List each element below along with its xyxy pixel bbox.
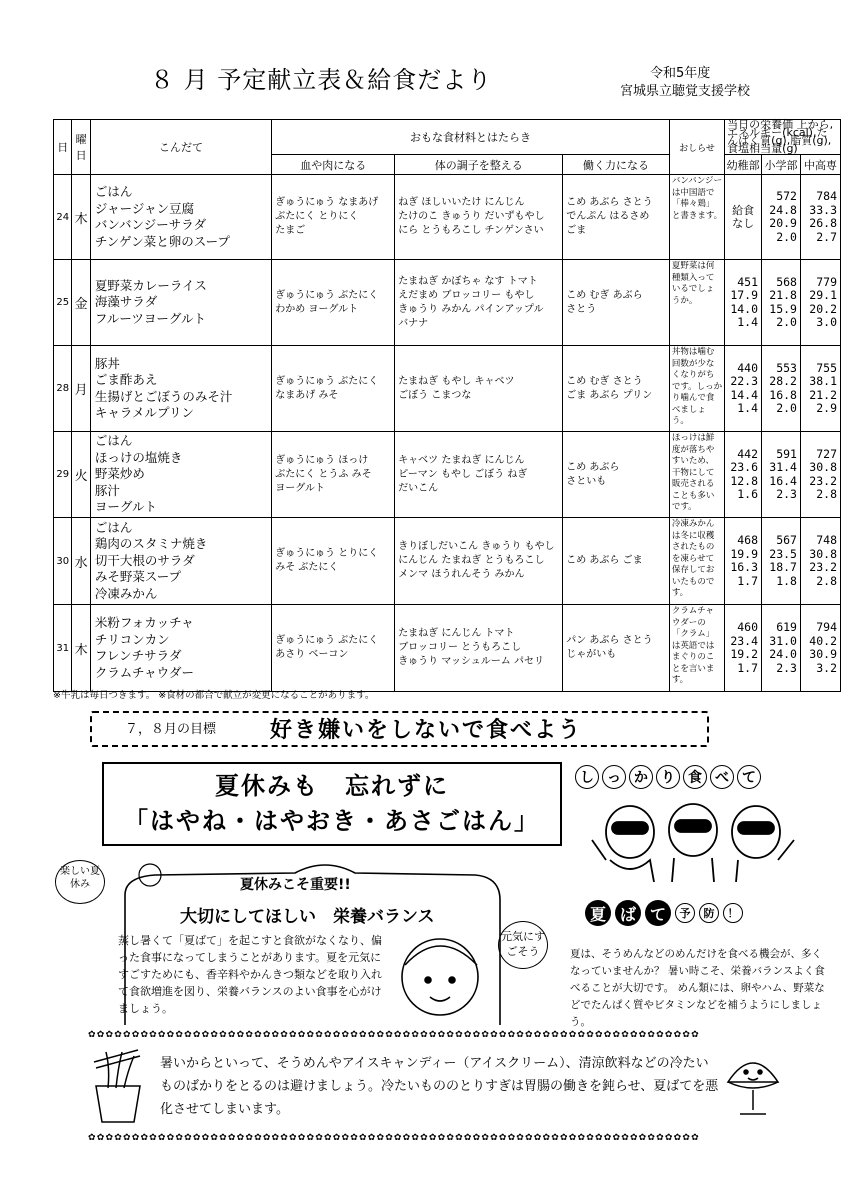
kinder-cell	[725, 432, 762, 518]
ingredient-line: たまねぎ にんじん トマト	[398, 628, 515, 639]
kinder-cell	[725, 260, 762, 346]
dish-name: チンゲン菜と卵のスープ	[94, 233, 231, 249]
menu-row	[54, 605, 841, 692]
dish-name: みそ野菜スープ	[94, 569, 182, 585]
ingredient-line: こめ あぶら さとう	[566, 197, 653, 208]
dish-name: フレンチサラダ	[94, 648, 182, 663]
school-name: 宮城県立聴覚支援学校	[620, 84, 751, 99]
ingredient-line: ごま	[566, 225, 587, 236]
dish-name: 夏野菜カレーライス	[94, 277, 207, 293]
nutrition-value: 33.3	[809, 202, 837, 217]
weekday: 木	[74, 642, 88, 658]
dish-name: 豚汁	[94, 482, 120, 498]
char-circle: ！	[723, 903, 743, 923]
header-note: おしらせ	[669, 120, 724, 175]
child-wiping-sweat-illustration	[385, 925, 500, 1025]
menu-cell	[90, 518, 271, 605]
nutrition-value: 619	[776, 620, 797, 634]
day-cell	[54, 605, 72, 692]
natsubate-yobou-title	[585, 900, 743, 926]
nutrition-value: 591	[776, 446, 797, 461]
nutrition-value: 23.2	[809, 473, 837, 488]
summer-line-2: 「はやね・はやおき・あさごはん」	[124, 807, 540, 835]
nutrition-value: 2.8	[816, 487, 837, 501]
ingredient-line: メンマ ほうれんそう みかん	[398, 569, 525, 580]
nutrition-value: 440	[737, 360, 759, 375]
nutrition-value: 1.4	[737, 315, 759, 329]
weekday: 月	[74, 383, 88, 398]
day-number: 25	[56, 297, 70, 308]
dish-name: ジャージャン豆腐	[94, 200, 195, 216]
elem-cell	[762, 605, 801, 692]
tanoshii-natsuyasumi-badge: 楽しい夏休み	[55, 860, 105, 904]
kinder-cell	[725, 175, 762, 260]
nutrition-value: 784	[816, 189, 837, 203]
nutrition-value: 3.2	[816, 660, 837, 675]
nutrition-value: 468	[737, 533, 759, 547]
nutrition-value: 40.2	[809, 633, 837, 648]
nutrition-value: 2.3	[776, 487, 797, 501]
page-title: ８ 月 予定献立表＆給食だより	[150, 66, 493, 94]
ingredient-line: ねぎ ほしいいたけ にんじん	[398, 197, 525, 208]
nutrition-value: 2.9	[816, 401, 837, 415]
nutrition-value: 2.0	[776, 315, 797, 329]
bubble-subheading: 大切にしてほしい 栄養バランス	[180, 907, 435, 927]
weekday-cell	[72, 260, 90, 346]
energy-cell	[563, 175, 670, 260]
nutrition-value: 23.2	[809, 560, 837, 574]
ingredient-line: きゅうり マッシュルーム パセリ	[398, 656, 544, 667]
weekday-cell	[72, 605, 90, 692]
nutrition-value: 21.8	[769, 288, 797, 302]
kinder-cell	[725, 518, 762, 605]
header-elem: 小学部	[762, 155, 801, 175]
nutrition-value: 748	[816, 533, 837, 547]
energy-cell	[563, 432, 670, 518]
nutrition-value: 2.7	[816, 229, 837, 244]
ingredient-line: ぎゅうにゅう ほっけ	[275, 454, 369, 466]
superhero-vegetables-illustration	[588, 800, 798, 882]
dish-name: 鶏肉のスタミナ焼き	[94, 536, 208, 552]
blood-cell	[272, 175, 395, 260]
weekday-cell	[72, 432, 90, 518]
ingredient-line: きゅうり みかん パインアップル	[398, 303, 544, 315]
menu-row	[54, 175, 841, 260]
elem-cell	[762, 175, 801, 260]
nutrition-value: 2.0	[776, 229, 797, 244]
char-circle: て	[737, 765, 761, 789]
nutrition-value: 20.2	[809, 301, 837, 316]
menu-cell	[90, 260, 271, 346]
nutrition-value: 16.8	[769, 387, 797, 402]
dish-name: クラムチャウダー	[94, 664, 195, 680]
body-cell	[395, 605, 563, 692]
ingredient-line: みそ ぶたにく	[275, 562, 339, 573]
note-text: クラムチャウダーの「クラム」は英語ではまぐりのことを言います。	[671, 606, 715, 685]
char-circle: し	[575, 765, 599, 789]
day-number: 31	[56, 642, 70, 654]
nutrition-value: 18.7	[769, 560, 797, 574]
nutrition-value: 29.1	[809, 288, 837, 302]
dish-name: 冷凍みかん	[94, 585, 158, 601]
dish-name: チリコンカン	[94, 631, 170, 647]
ingredient-line: わかめ ヨーグルト	[275, 303, 359, 315]
dish-name: キャラメルプリン	[94, 405, 195, 420]
ingredient-line: さといも	[566, 475, 607, 487]
ingredient-line: たまねぎ かぼちゃ なす トマト	[398, 275, 538, 287]
nutrition-value: 17.9	[730, 288, 759, 302]
bubble-heading: 夏休みこそ重要!!	[240, 877, 351, 893]
weekday: 火	[74, 469, 88, 484]
header-ingredients: おもな食材料とはたらき	[272, 120, 670, 155]
ingredient-line: じゃがいも	[566, 649, 617, 660]
dish-name: フルーツヨーグルト	[94, 310, 207, 326]
nutrition-value: 568	[776, 274, 797, 289]
note-text: 夏野菜は何種類入っているでしょうか。	[671, 261, 715, 306]
nutrition-value: 779	[816, 274, 837, 289]
nutrition-value: 23.4	[730, 633, 759, 648]
body-cell	[395, 260, 563, 346]
nutrition-value: 23.5	[769, 546, 797, 561]
ingredient-line: こめ むぎ あぶら	[566, 289, 643, 301]
ingredient-line: ぎゅうにゅう なまあげ	[275, 197, 379, 208]
body-cell	[395, 346, 563, 432]
header-nutrition: 当日の栄養価 上から,エネルギー(kcal),たんぱく質(g),脂質(g),食塩相当量(g)	[725, 120, 841, 155]
dish-name: バンバンジーサラダ	[94, 217, 207, 232]
note-cell	[669, 260, 724, 346]
kinder-cell	[725, 605, 762, 692]
ingredient-line: パン あぶら さとう	[566, 635, 653, 646]
nutrition-value: 給食	[732, 203, 755, 217]
menu-row	[54, 518, 841, 605]
char-circle: り	[656, 765, 680, 789]
dish-name: 海藻サラダ	[94, 294, 158, 310]
dish-name: ごはん	[94, 433, 133, 449]
menu-row	[54, 260, 841, 346]
ingredient-line: ぎゅうにゅう ぶたにく	[275, 289, 379, 301]
blood-cell	[272, 605, 395, 692]
header-blood: 血や肉になる	[272, 155, 395, 175]
high-cell	[800, 518, 840, 605]
nutrition-value: 442	[737, 446, 759, 461]
nutrition-value: 16.4	[769, 473, 797, 488]
menu-cell	[90, 605, 271, 692]
flower-divider: ✿✿✿✿✿✿✿✿✿✿✿✿✿✿✿✿✿✿✿✿✿✿✿✿✿✿✿✿✿✿✿✿✿✿✿✿✿✿✿✿✿✿✿✿✿✿✿✿✿✿✿✿✿✿✿✿✿✿✿✿✿✿✿✿✿✿✿✿✿✿	[88, 1133, 700, 1143]
ingredient-line: たまねぎ もやし キャベツ	[398, 375, 515, 387]
ingredient-line: たまご	[275, 225, 306, 236]
blood-cell	[272, 432, 395, 518]
nutrition-value: 14.0	[730, 301, 759, 316]
cold-food-text: 暑いからといって、そうめんやアイスキャンディー（アイスクリーム）、清涼飲料などの冷たいものばかりをとるのは避けましょう。冷たいもののとりすぎは胃腸の働きを鈍らせ、夏ばてを悪化させてしまいます。	[160, 1056, 719, 1117]
ingredient-line: ごま あぶら プリン	[566, 389, 653, 401]
nutrition-value: 2.8	[816, 573, 837, 588]
dish-name: ごま酢あえ	[94, 372, 158, 387]
day-number: 28	[56, 383, 70, 394]
high-cell	[800, 346, 840, 432]
nutrition-value: 15.9	[769, 301, 797, 316]
dish-name: 野菜炒め	[94, 466, 145, 482]
char-circle: て	[645, 900, 671, 926]
ingredient-line: にら とうもろこし チンゲンさい	[398, 225, 544, 236]
note-cell	[669, 518, 724, 605]
ingredient-line: キャベツ たまねぎ にんじん	[398, 454, 525, 466]
high-cell	[800, 605, 840, 692]
day-number: 30	[56, 555, 70, 567]
nutrition-value: 24.0	[769, 647, 797, 661]
note-text: 丼物は噛む回数が少なくなりがちです。しっかり噛んで食べましょう。	[671, 347, 723, 426]
ingredient-line: なまあげ みそ	[275, 389, 339, 401]
menu-row	[54, 432, 841, 518]
goal-text: 好き嫌いをしないで食べよう	[270, 718, 583, 743]
nutrition-value: 460	[737, 620, 759, 634]
prevention-text: 夏は、そうめんなどのめんだけを食べる機会が、多くなっていませんか？ 暑い時こそ、栄養バランスよく食べることが大切です。 めん類には、卵やハム、野菜などでたんぱく質やビタミンなどを補うようにしましょう。	[570, 948, 825, 1028]
ingredient-line: ぶたにく とうふ みそ	[275, 468, 372, 480]
weekday: 金	[74, 297, 88, 312]
nutrition-value: 19.2	[730, 647, 759, 661]
body-cell	[395, 518, 563, 605]
ingredient-line: えだまめ ブロッコリー もやし	[398, 289, 535, 301]
header-menu: こんだて	[90, 120, 271, 175]
day-number: 24	[56, 211, 70, 223]
char-circle: 食	[683, 765, 707, 789]
ingredient-line: ぎゅうにゅう ぶたにく	[275, 375, 379, 387]
energy-cell	[563, 605, 670, 692]
nutrition-value: 30.9	[809, 647, 837, 661]
nutrition-value: なし	[732, 217, 755, 230]
blood-cell	[272, 260, 395, 346]
char-circle: っ	[602, 765, 626, 789]
char-circle: 防	[699, 903, 719, 923]
ingredient-line: だいこん	[398, 482, 439, 494]
nutrition-value: 38.1	[809, 374, 837, 388]
kinder-cell	[725, 346, 762, 432]
elem-cell	[762, 346, 801, 432]
nutrition-value: 1.8	[776, 573, 797, 588]
weekday-cell	[72, 518, 90, 605]
char-circle: べ	[710, 765, 734, 789]
nutrition-value: 755	[816, 360, 837, 375]
nutrition-value: 553	[776, 360, 797, 375]
weekday-cell	[72, 175, 90, 260]
menu-table	[53, 119, 841, 692]
high-cell	[800, 432, 840, 518]
ingredient-line: ヨーグルト	[275, 482, 325, 494]
menu-row	[54, 346, 841, 432]
day-cell	[54, 518, 72, 605]
nutrition-value: 14.4	[730, 387, 759, 402]
weekday: 水	[74, 555, 88, 571]
nutrition-value: 19.9	[730, 546, 759, 561]
day-cell	[54, 175, 72, 260]
ingredient-line: ぎゅうにゅう ぶたにく	[275, 635, 379, 646]
nutrition-value: 1.7	[737, 573, 759, 588]
goal-label: ７，８月の目標	[125, 722, 217, 737]
char-circle: 予	[675, 903, 695, 923]
body-cell	[395, 175, 563, 260]
nutrition-value: 21.2	[809, 387, 837, 402]
menu-cell	[90, 175, 271, 260]
ingredient-line: でんぷん はるさめ	[566, 211, 650, 222]
ingredient-line: ぶたにく とりにく	[275, 211, 359, 222]
day-number: 29	[56, 469, 70, 480]
ingredient-line: こめ あぶら	[566, 461, 620, 473]
summer-line-1: 夏休みも 忘れずに	[215, 772, 449, 800]
nutrition-value: 2.3	[776, 660, 797, 675]
blood-cell	[272, 518, 395, 605]
nutrition-value: 16.3	[730, 560, 759, 574]
elem-cell	[762, 432, 801, 518]
nutrition-value: 23.6	[730, 460, 759, 474]
nutrition-value: 12.8	[730, 473, 759, 488]
energy-cell	[563, 260, 670, 346]
nutrition-value: 1.4	[737, 401, 759, 415]
ingredient-line: バナナ	[398, 317, 429, 329]
char-circle: ば	[615, 900, 641, 926]
dish-name: 切干大根のサラダ	[94, 552, 195, 568]
ingredient-line: ピーマン もやし ごぼう ねぎ	[398, 468, 528, 480]
nutrition-value: 572	[776, 189, 797, 203]
nutrition-value: 31.4	[769, 460, 797, 474]
nutrition-value: 2.0	[776, 401, 797, 415]
note-cell	[669, 432, 724, 518]
nutrition-value: 727	[816, 446, 837, 461]
dish-name: 米粉フォカッチャ	[94, 615, 194, 630]
nutrition-value: 31.0	[769, 633, 797, 648]
body-cell	[395, 432, 563, 518]
nutrition-value: 794	[816, 620, 837, 634]
nutrition-value: 30.8	[809, 460, 837, 474]
nutrition-value: 1.6	[737, 487, 759, 501]
note-cell	[669, 175, 724, 260]
ingredient-line: たけのこ きゅうり だいずもやし	[398, 211, 545, 222]
menu-cell	[90, 346, 271, 432]
weekday: 木	[74, 211, 88, 227]
note-text: 冷凍みかんは冬に収穫されたものを凍らせて保存しておいたものです。	[671, 519, 715, 598]
weekday-cell	[72, 346, 90, 432]
nutrition-value: 451	[737, 274, 759, 289]
menu-cell	[90, 432, 271, 518]
header-energy: 働く力になる	[563, 155, 670, 175]
high-cell	[800, 260, 840, 346]
nutrition-value: 24.8	[769, 202, 797, 217]
nutrition-value: 22.3	[730, 374, 759, 388]
footnote: ※牛乳は毎日つきます。 ※食材の都合で献立が変更になることがあります。	[53, 690, 375, 701]
energy-cell	[563, 346, 670, 432]
ingredient-line: ぎゅうにゅう とりにく	[275, 548, 379, 559]
elem-cell	[762, 260, 801, 346]
shaved-ice-icon	[722, 1048, 784, 1126]
nutrition-value: 26.8	[809, 216, 837, 230]
energy-cell	[563, 518, 670, 605]
nutrition-value: 28.2	[769, 374, 797, 388]
ingredient-line: こめ むぎ さとう	[566, 375, 643, 387]
ingredient-line: ブロッコリー とうもろこし	[398, 642, 522, 653]
note-text: バンバンジーは中国語で「棒々鶏」と書きます。	[671, 176, 723, 221]
ingredient-line: ごぼう こまつな	[398, 389, 472, 401]
fiscal-year: 令和5年度	[650, 66, 711, 81]
somen-cup-icon	[88, 1048, 148, 1126]
nutrition-value: 3.0	[816, 315, 837, 329]
dish-name: 豚丼	[94, 355, 120, 371]
header-day: 日	[54, 120, 72, 175]
flower-divider: ✿✿✿✿✿✿✿✿✿✿✿✿✿✿✿✿✿✿✿✿✿✿✿✿✿✿✿✿✿✿✿✿✿✿✿✿✿✿✿✿✿✿✿✿✿✿✿✿✿✿✿✿✿✿✿✿✿✿✿✿✿✿✿✿✿✿✿✿✿✿	[88, 1030, 700, 1040]
header-weekday: 曜日	[72, 120, 90, 175]
nutrition-value: 20.9	[769, 216, 797, 230]
dish-name: ごはん	[94, 519, 133, 535]
day-cell	[54, 432, 72, 518]
header-high: 中高専	[800, 155, 840, 175]
nutrition-value: 1.7	[737, 660, 759, 675]
dish-name: 生揚げとごぼうのみそ汁	[94, 388, 233, 404]
shikkari-tabete-title	[575, 765, 761, 789]
nutrition-value: 30.8	[809, 546, 837, 561]
note-cell	[669, 605, 724, 692]
dish-name: ごはん	[94, 184, 133, 199]
day-cell	[54, 346, 72, 432]
genki-badge: 元気にすごそう	[498, 921, 548, 969]
char-circle: か	[629, 765, 653, 789]
dish-name: ヨーグルト	[94, 499, 158, 515]
high-cell	[800, 175, 840, 260]
ingredient-line: こめ あぶら ごま	[566, 555, 643, 566]
blood-cell	[272, 346, 395, 432]
ingredient-line: きりぼしだいこん きゅうり もやし	[398, 541, 555, 552]
dish-name: ほっけの塩焼き	[94, 449, 183, 465]
ingredient-line: にんじん たまねぎ とうもろこし	[398, 555, 545, 566]
elem-cell	[762, 518, 801, 605]
nutrition-value: 567	[776, 533, 797, 547]
bubble-text: 蒸し暑くて「夏ばて」を起こすと食欲がなくなり、偏った食事になってしまうことがあります。夏を元気にすごすためにも、香辛料やかんきつ類などを取り入れて食欲増進を図り、栄養バランスのよい食事を心がけましょう。	[118, 934, 382, 1015]
day-cell	[54, 260, 72, 346]
note-text: ほっけは鮮度が落ちやすいため、干物にして販売されることも多いです。	[671, 433, 715, 512]
char-circle: 夏	[585, 900, 611, 926]
header-body: 体の調子を整える	[395, 155, 563, 175]
note-cell	[669, 346, 724, 432]
ingredient-line: さとう	[566, 303, 597, 315]
ingredient-line: あさり ベーコン	[275, 649, 349, 660]
header-kinder: 幼稚部	[725, 155, 762, 175]
